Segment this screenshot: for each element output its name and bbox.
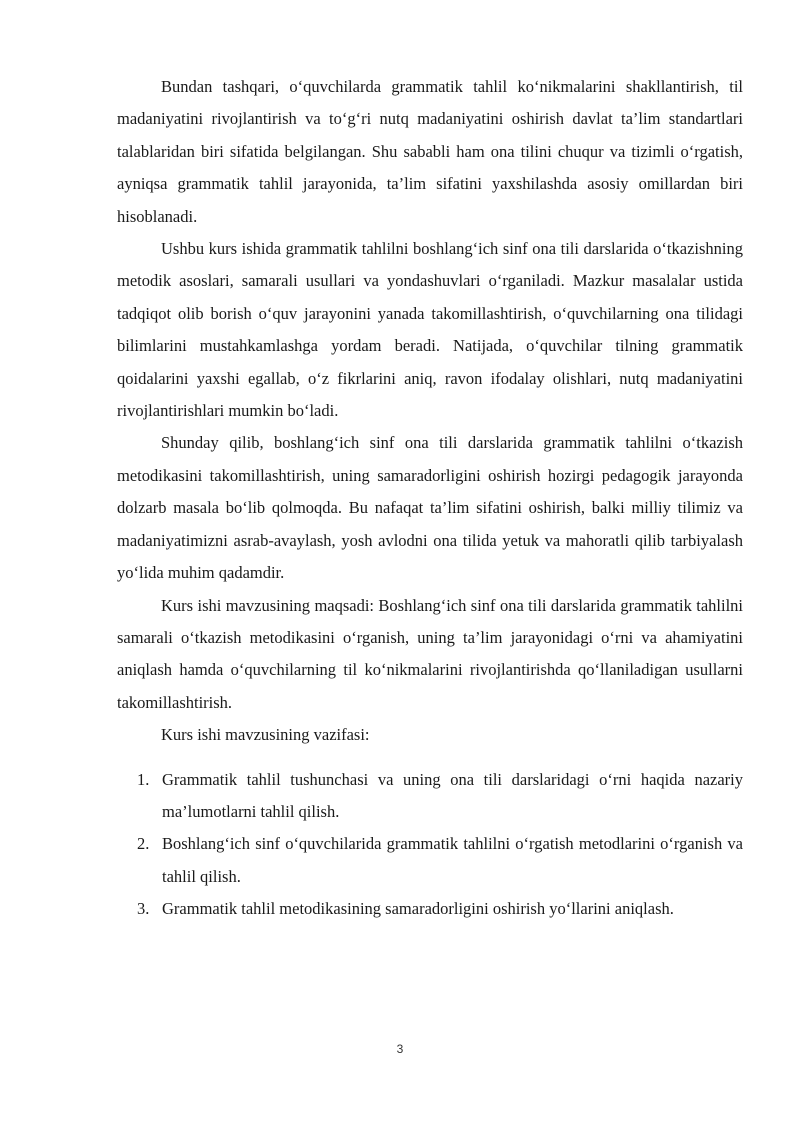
list-item-text: Grammatik tahlil metodikasining samaradorligini oshirish yo‘llarini aniqlash. <box>162 899 674 919</box>
list-item-number: 2. <box>137 834 150 854</box>
tasks-list <box>117 764 743 926</box>
list-item-text: Boshlang‘ich sinf o‘quvchilarida grammatik tahlilni o‘rgatish metodlarini o‘rganish va tahlil qilish. <box>162 834 743 886</box>
list-item <box>117 893 743 925</box>
paragraph-tasks-heading: Kurs ishi mavzusining vazifasi: <box>161 725 370 745</box>
paragraph-course-scope: Ushbu kurs ishida grammatik tahlilni boshlang‘ich sinf ona tili darslarida o‘tkazishning metodik asoslari, samarali usullari va yondashuvlari o‘rganiladi. Mazkur masalalar ustida tadqiqot olib borish o‘quv jarayonini yanada takomillashtirish, o‘quvchilarning ona tilidagi bilimlarini mustahkamlashga yordam beradi. Natijada, o‘quvchilar tilning grammatik qoidalarini yaxshi egallab, o‘z fikrlarini aniq, ravon ifodalay olishlari, nutq madaniyatini rivojlantirishlari mumkin bo‘ladi. <box>117 239 743 421</box>
page-number: 3 <box>396 1042 404 1056</box>
paragraph-goal: Kurs ishi mavzusining maqsadi: Boshlang‘ich sinf ona tili darslarida grammatik tahlilni samarali o‘tkazish metodikasini o‘rganish, uning ta’lim jarayonidagi o‘rni va ahamiyatini aniqlash hamda o‘quvchilarning til ko‘nikmalarini rivojlantirishda qo‘llaniladigan usullarni takomillashtirish. <box>117 595 743 712</box>
paragraph-intro: Bundan tashqari, o‘quvchilarda grammatik tahlil ko‘nikmalarini shakllantirish, til madaniyatini rivojlantirish va to‘g‘ri nutq madaniyatini oshirish davlat ta’lim standartlari talablaridan biri sifatida belgilangan. Shu sababli ham ona tilini chuqur va tizimli o‘rgatish, ayniqsa grammatik tahlil jarayonida, ta’lim sifatini yaxshilashda asosiy omillardan biri hisoblanadi. <box>117 77 743 226</box>
list-item <box>117 828 743 893</box>
list-item-text: Grammatik tahlil tushunchasi va uning ona tili darslaridagi o‘rni haqida nazariy ma’lumotlarni tahlil qilish. <box>162 769 743 821</box>
list-item-number: 3. <box>137 899 150 919</box>
paragraph-conclusion: Shunday qilib, boshlang‘ich sinf ona tili darslarida grammatik tahlilni o‘tkazish metodikasini takomillashtirish, uning samaradorligini oshirish hozirgi pedagogik jarayonda dolzarb masala bo‘lib qolmoqda. Bu nafaqat ta’lim sifatini oshirish, balki milliy tilimiz va madaniyatimizni asrab-avaylash, yosh avlodni ona tilida yetuk va mahoratli qilib tarbiyalash yo‘lida muhim qadamdir. <box>117 433 743 583</box>
list-item-number: 1. <box>137 769 150 789</box>
document-page <box>117 71 743 926</box>
list-item <box>117 764 743 829</box>
